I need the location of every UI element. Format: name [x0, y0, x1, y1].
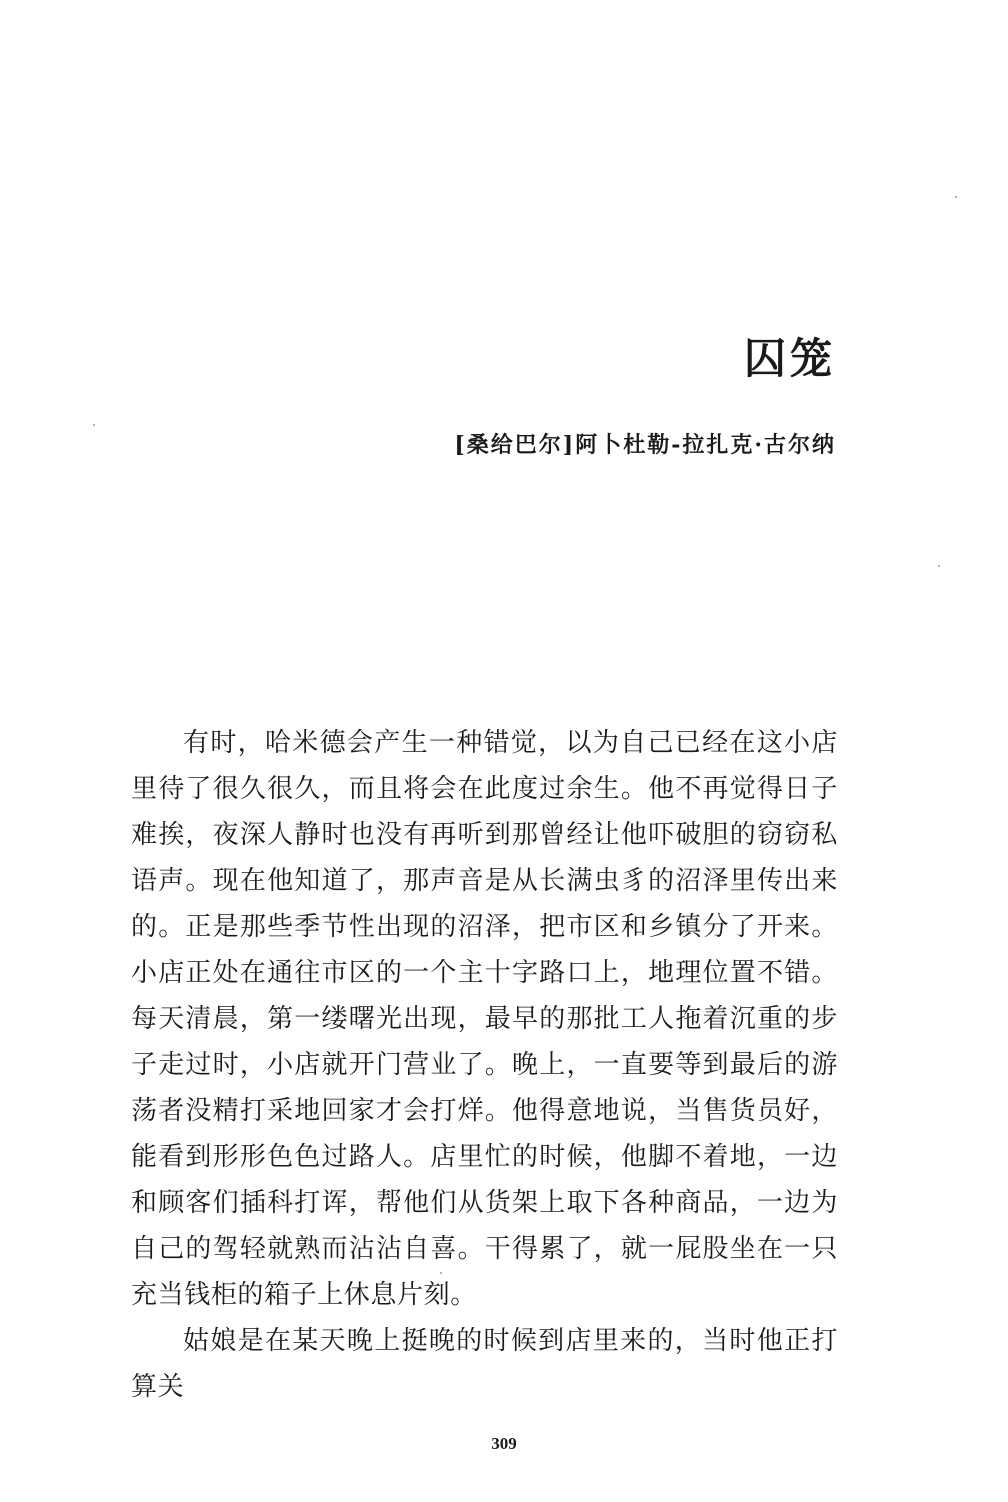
scan-speck [955, 196, 957, 198]
scan-speck [93, 424, 95, 426]
scan-speck [440, 1272, 442, 1274]
page-number: 309 [491, 1434, 517, 1453]
paragraph-1: 有时，哈米德会产生一种错觉，以为自己已经在这小店里待了很久很久，而且将会在此度过余生。他不再觉得日子难挨，夜深人静时也没有再听到那曾经让他吓破胆的窃窃私语声。现在他知道了，那声音是从长满虫豸的沼泽里传出来的。正是那些季节性出现的沼泽，把市区和乡镇分了开来。小店正处在通往市区的一个主十字路口上，地理位置不错。每天清晨，第一缕曙光出现，最早的那批工人拖着沉重的步子走过时，小店就开门营业了。晚上，一直要等到最后的游荡者没精打采地回家才会打烊。他得意地说，当售货员好，能看到形形色色过路人。店里忙的时候，他脚不着地，一边和顾客们插科打诨，帮他们从货架上取下各种商品，一边为自己的驾轻就熟而沾沾自喜。干得累了，就一屁股坐在一只充当钱柜的箱子上休息片刻。 [131, 728, 838, 1310]
scan-speck [938, 565, 940, 567]
story-title: 囚笼 [743, 334, 836, 383]
author-byline: [桑给巴尔]阿卜杜勒-拉扎克·古尔纳 [454, 432, 836, 458]
paragraph-2: 姑娘是在某天晚上挺晚的时候到店里来的，当时他正打算关 [131, 1326, 838, 1402]
body-text [131, 720, 838, 1410]
